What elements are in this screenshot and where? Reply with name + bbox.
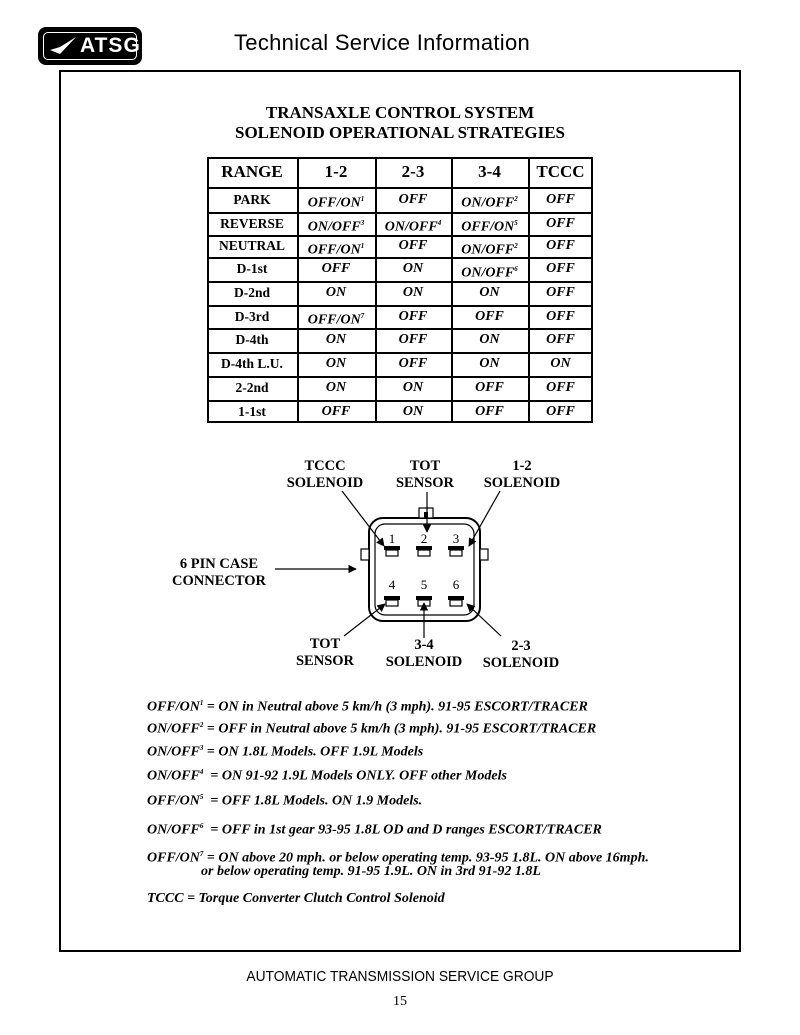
table-row-range: D-4th L.U. [221,356,283,371]
footnote-7: OFF/$ON^7$ = ON above 20 mph. or below operating temp. 93-95 1.8L. ON above 16mph. [147,850,649,866]
table-row-range: REVERSE [220,216,284,231]
table-cell-value: ON [402,261,424,276]
footnote-3: $ON/OFF^3$ = ON 1.8L Models. OFF 1.9L Models [147,744,424,760]
pin-socket [386,550,398,556]
table-row-range: 2-2nd [235,380,269,395]
footnote-ref: 6 [514,265,518,273]
table-cell-value: ON [479,285,500,300]
footnote-ref: 3 [360,219,365,227]
table-cell-value: ON/OFF$^6$ [461,265,518,281]
table-header-cell: 1-2 [324,162,348,181]
table-cell-value: ON [402,404,424,419]
footnote-5: OFF/$ON^5$ = OFF 1.8L Models. ON 1.9 Models. [147,793,423,809]
table-cell-value: OFF [546,332,575,347]
table-cell-value: OFF [546,261,575,276]
tot-sensor-top-label: TOT SENSOR [395,458,455,491]
pin-number: 4 [388,577,396,592]
footnote-ref: 4 [437,219,442,227]
table-row-range: D-2nd [233,285,270,300]
table-cell-value: OFF [321,404,351,419]
table-header-cell: TCCC [536,162,585,181]
case-connector-label: 6 PIN CASE CONNECTOR [172,556,266,589]
table-row-range: D-3rd [234,309,270,324]
table-cell-value: ON [325,285,347,300]
footnote-6: ON/OFF$^6$ = OFF in 1st gear 93-95 1.8L OD and D ranges ESCORT/TRACER [147,822,602,838]
table-cell-value: ON/OFF$^2$ [461,195,518,211]
table-cell-value: OFF [546,380,575,395]
table-cell-value: ON [325,356,347,371]
footnote-ref: 5 [514,219,518,227]
solenoid-2-3-label: 2-3 SOLENOID [482,638,560,671]
table-cell-value: OFF [398,332,428,347]
doc-title-line2: SOLENOID OPERATIONAL STRATEGIES [234,123,565,142]
table-cell-value: ON/OFF$^3$ [307,219,365,235]
table-row-range: PARK [233,192,271,207]
pin-number: 5 [420,577,428,592]
tccc-definition: TCCC = Torque Converter Clutch Control Solenoid [147,891,445,906]
page-header-title: Technical Service Information [234,30,531,55]
table-cell-value: OFF/$ON^7$ [307,312,365,328]
table-cell-value: OFF [398,238,428,253]
table-cell-value: OFF [398,192,428,207]
table-row-range: 1-1st [238,404,266,419]
table-cell-value: ON [325,332,347,347]
table-cell-value: ON [479,332,500,347]
table-cell-value: OFF/$ON^1$ [307,195,365,211]
table-cell-value: OFF [398,356,428,371]
pin-socket [386,600,398,606]
footnote-2: $ON/OFF^2$ = OFF in Neutral above 5 km/h (3 mph). 91-95 ESCORT/TRACER [147,721,597,737]
table-cell-value: ON/OFF$^4$ [384,219,442,235]
footnote-ref: 1 [360,242,365,250]
solenoid-1-2-label: 1-2 SOLENOID [483,458,561,491]
table-cell-value: OFF [546,285,575,300]
table-cell-value: ON [402,380,424,395]
pin-socket [450,550,462,556]
pin-number: 2 [420,531,428,546]
tot-sensor-bottom-label: TOT SENSOR [295,636,355,669]
tccc-solenoid-label: TCCC SOLENOID [286,458,364,491]
pin-number: 1 [388,531,396,546]
footnote-ref: 2 [514,242,518,250]
solenoid-3-4-label: 3-4 SOLENOID [385,637,463,670]
table-cell-value: OFF [546,404,575,419]
table-cell-value: ON [479,356,500,371]
table-row-range: NEUTRAL [218,238,285,253]
table-cell-value: OFF [475,380,504,395]
footnote-4: ON/OFF$^4$ = ON 91-92 1.9L Models ONLY. OFF other Models [147,768,507,784]
logo-text: ATSG [80,34,141,57]
table-cell-value: OFF [546,216,575,231]
table-cell-value: ON [402,285,424,300]
pin-number: 3 [452,531,460,546]
table-cell-value: OFF [546,309,575,324]
footnote-1: OFF/$ON^1$ = ON in Neutral above 5 km/h (3 mph). 91-95 ESCORT/TRACER [147,699,588,715]
note-7-continuation: or below operating temp. 91-95 1.9L. ON in 3rd 91-92 1.8L [201,864,541,879]
footnote-ref: 1 [360,195,365,203]
doc-title-line1: TRANSAXLE CONTROL SYSTEM [265,103,535,122]
table-header-cell: 2-3 [401,162,425,181]
table-cell-value: OFF [546,238,575,253]
table-row-range: D-4th [235,332,269,347]
table-row-range: D-1st [236,261,268,276]
table-cell-value: ON [325,380,347,395]
table-cell-value: OFF [475,404,504,419]
table-cell-value: ON/OFF$^2$ [461,242,518,258]
footer-org: AUTOMATIC TRANSMISSION SERVICE GROUP [246,968,554,985]
pin-number: 6 [452,577,460,592]
table-header-cell: RANGE [221,162,283,181]
pin-socket [418,550,430,556]
footnote-ref: 7 [360,312,365,320]
table-header-cell: 3-4 [478,162,501,181]
footnote-ref: 2 [514,195,518,203]
table-cell-value: OFF/$ON^5$ [461,219,518,235]
table-cell-value: OFF [321,261,351,276]
pin-socket [450,600,462,606]
table-cell-value: ON [550,356,571,371]
table-cell-value: OFF/$ON^1$ [307,242,365,258]
table-cell-value: OFF [398,309,428,324]
table-cell-value: OFF [546,192,575,207]
table-cell-value: OFF [475,309,504,324]
page-number: 15 [393,994,407,1009]
